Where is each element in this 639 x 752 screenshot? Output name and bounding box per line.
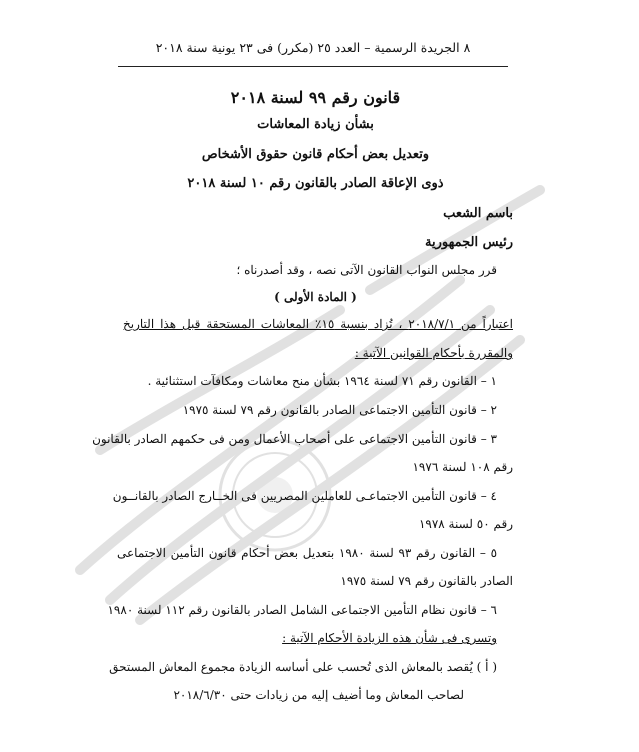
law-subtitle-1: بشأن زيادة المعاشات <box>257 117 374 132</box>
list-item-6: ٦ – قانون نظام التأمين الاجتماعى الشامل الصادر بالقانون رقم ١١٢ لسنة ١٩٨٠ <box>107 603 497 617</box>
paragraph-1-line-2: والمقررة بأحكام القوانين الآتية : <box>354 346 513 360</box>
list-item-1: ١ – القانون رقم ٧١ لسنة ١٩٦٤ بشأن منح معاشات ومكافآت استثنائية . <box>147 374 497 388</box>
list-item-3-line-1: ٣ – قانون التأمين الاجتماعى على أصحاب الأعمال ومن فى حكمهم الصادر بالقانون <box>92 432 497 446</box>
in-name-of-people: باسم الشعب <box>443 206 513 221</box>
paragraph-1-line-1: اعتباراً من ٢٠١٨/٧/١ ، تُزاد بنسبة ١٥٪ المعاشات المستحقة قبل هذا التاريخ <box>123 317 513 331</box>
law-subtitle-2: وتعديل بعض أحكام قانون حقوق الأشخاص <box>201 147 430 162</box>
provisions-intro: وتسرى فى شأن هذه الزيادة الأحكام الآتية : <box>282 631 497 645</box>
provision-a-line-1: ( أ ) يُقصد بالمعاش الذى تُحسب على أساسه الزيادة مجموع المعاش المستحق <box>109 660 497 674</box>
header-divider <box>118 66 508 67</box>
article-heading: ( المادة الأولى ) <box>274 290 357 304</box>
page-header: ٨ الجريدة الرسمية – العدد ٢٥ (مكرر) فى ٢٣ يونية سنة ٢٠١٨ <box>155 40 471 55</box>
provision-a-line-2: لصاحب المعاش وما أضيف إليه من زيادات حتى ٢٠١٨/٦/٣٠ <box>173 688 464 702</box>
president-label: رئيس الجمهورية <box>425 235 513 250</box>
list-item-3-line-2: رقم ١٠٨ لسنة ١٩٧٦ <box>412 460 513 474</box>
enactment-text: قرر مجلس النواب القانون الآتى نصه ، وقد أصدرناه ؛ <box>236 263 497 277</box>
list-item-5-line-2: الصادر بالقانون رقم ٧٩ لسنة ١٩٧٥ <box>340 574 513 588</box>
list-item-4-line-2: رقم ٥٠ لسنة ١٩٧٨ <box>418 517 513 531</box>
law-subtitle-3: ذوى الإعاقة الصادر بالقانون رقم ١٠ لسنة ٢٠١٨ <box>187 176 444 191</box>
list-item-5-line-1: ٥ – القانون رقم ٩٣ لسنة ١٩٨٠ بتعديل بعض أحكام قانون التأمين الاجتماعى <box>117 546 498 560</box>
law-title: قانون رقم ٩٩ لسنة ٢٠١٨ <box>230 88 401 107</box>
list-item-2: ٢ – قانون التأمين الاجتماعى الصادر بالقانون رقم ٧٩ لسنة ١٩٧٥ <box>182 403 497 417</box>
list-item-4-line-1: ٤ – قانون التأمين الاجتماعـى للعاملين المصريين فى الخــارج الصادر بالقانــون <box>112 489 497 503</box>
